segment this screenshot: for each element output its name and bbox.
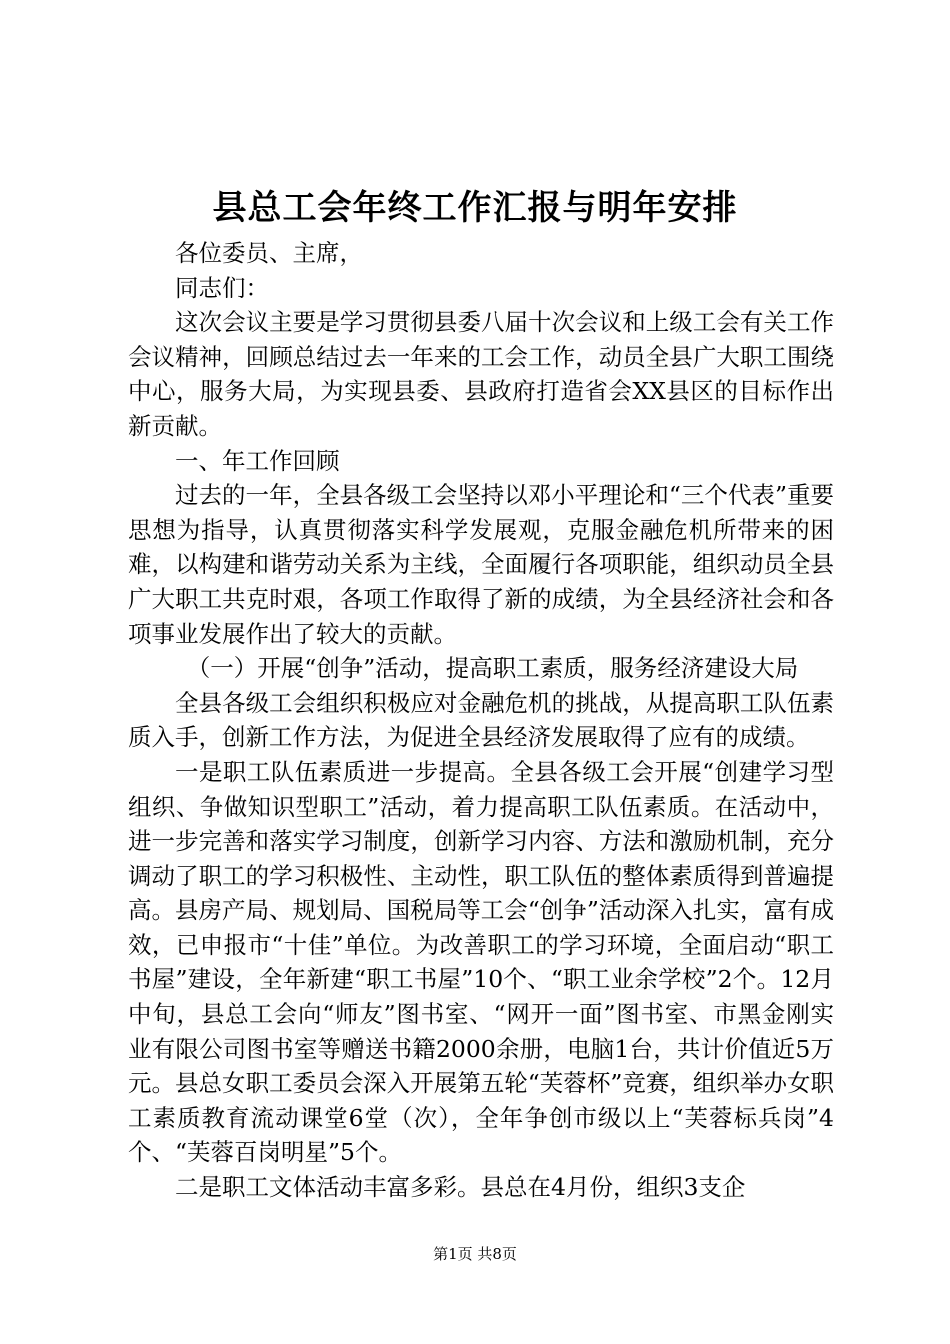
paragraph: 一是职工队伍素质进一步提高。全县各级工会开展“创建学习型组织、争做知识型职工”活动，着力提高职工队伍素质。在活动中，进一步完善和落实学习制度，创新学习内容、方法和激励机制，充分调动了职工的学习积极性、主动性，职工队伍的整体素质得到普遍提高。县房产局、规划局、国税局等工会“创争”活动深入扎实，富有成效，已申报市“十佳”单位。为改善职工的学习环境，全面启动“职工书屋”建设，全年新建“职工书屋”10个、“职工业余学校”2个。12月中旬，县总工会向“师友”图书室、“网开一面”图书室、市黑金刚实业有限公司图书室等赠送书籍2000余册，电脑1台，共计价值近5万元。县总女职工委员会深入开展第五轮“芙蓉杯”竞赛，组织举办女职工素质教育流动课堂6堂（次），全年争创市级以上“芙蓉标兵岗”4个、“芙蓉百岗明星”5个。 [128, 757, 834, 1167]
paragraph: 这次会议主要是学习贯彻县委八届十次会议和上级工会有关工作会议精神，回顾总结过去一年来的工会工作，动员全县广大职工围绕中心，服务大局，为实现县委、县政府打造省会XX县区的目标作出新贡献。 [128, 308, 834, 440]
paragraph: 过去的一年，全县各级工会坚持以邓小平理论和“三个代表”重要思想为指导，认真贯彻落实科学发展观，克服金融危机所带来的困难，以构建和谐劳动关系为主线，全面履行各项职能，组织动员全县广大职工共克时艰，各项工作取得了新的成绩，为全县经济社会和各项事业发展作出了较大的贡献。 [128, 481, 834, 648]
page-number: 第1页 共8页 [433, 1245, 517, 1263]
section-heading: 一、年工作回顾 [175, 446, 340, 475]
salutation-line: 同志们： [175, 273, 269, 302]
salutation-line: 各位委员、主席， [175, 239, 363, 267]
paragraph: 二是职工文体活动丰富多彩。县总在4月份，组织3支企 [175, 1173, 746, 1202]
paragraph: 全县各级工会组织积极应对金融危机的挑战，从提高职工队伍素质入手，创新工作方法，为促进全县经济发展取得了应有的成绩。 [128, 688, 834, 752]
document-body [128, 236, 834, 1205]
subsection-heading: （一）开展“创争”活动，提高职工素质，服务经济建设大局 [186, 654, 799, 683]
document-title: 县总工会年终工作汇报与明年安排 [212, 188, 738, 228]
